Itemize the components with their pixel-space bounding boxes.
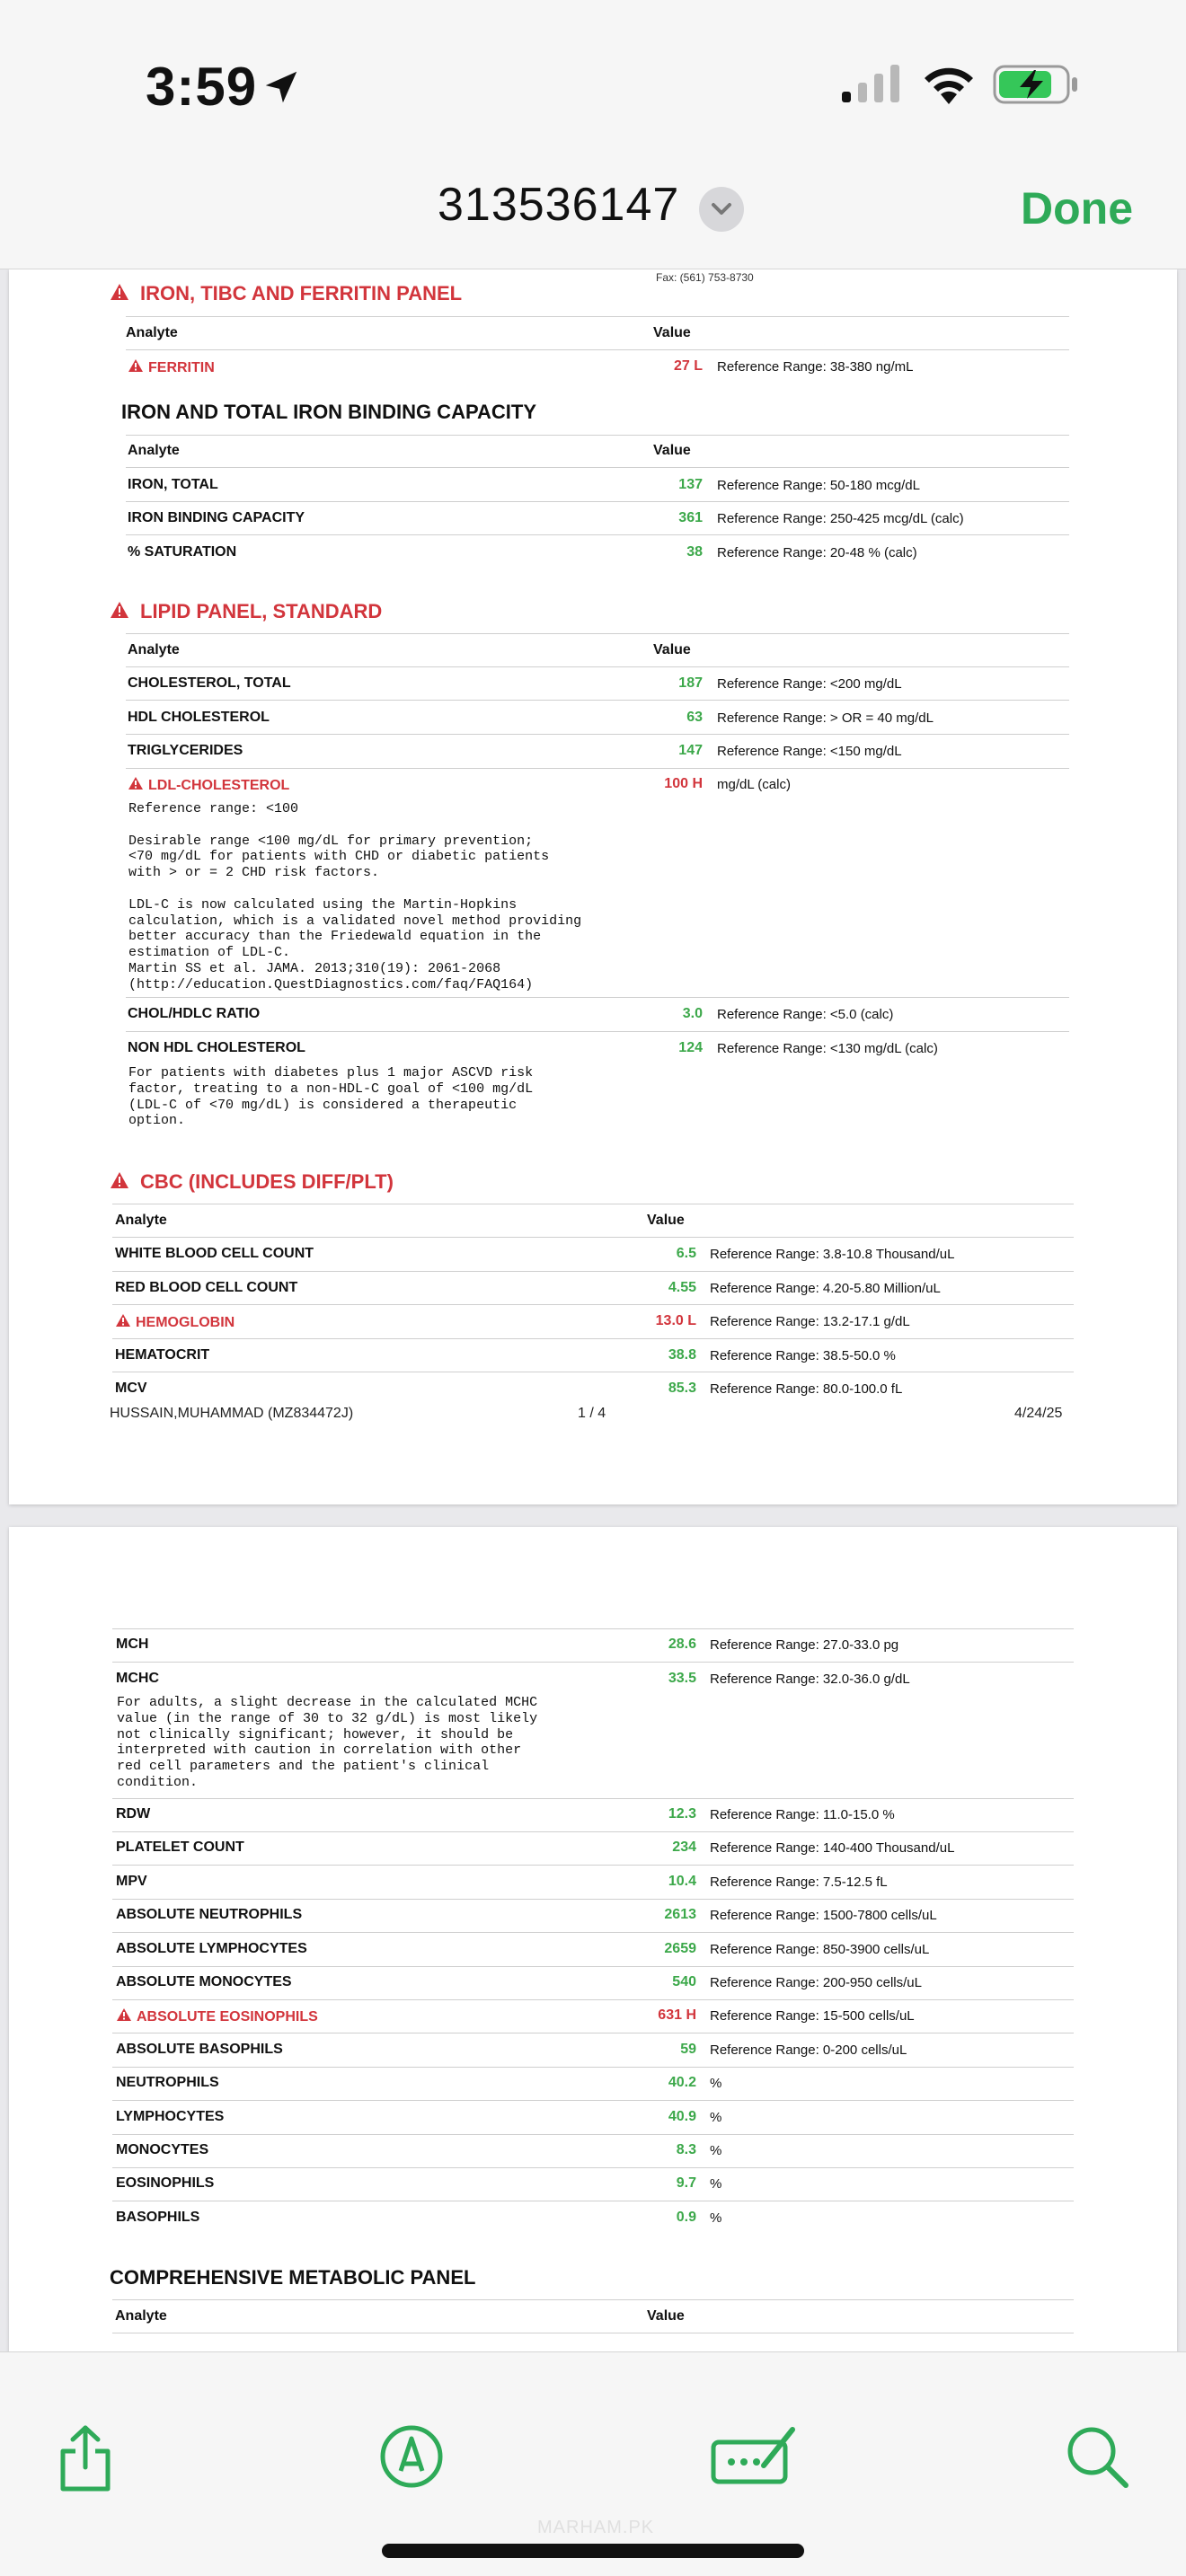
column-header-analyte: Analyte — [128, 642, 180, 657]
divider — [126, 316, 1069, 317]
divider — [112, 1304, 1074, 1305]
reference-monocytes: % — [710, 2143, 722, 2158]
warning-triangle-icon — [128, 776, 144, 790]
document-page-1 — [9, 269, 1177, 1504]
non-hdl-cholesterol-note: For patients with diabetes plus 1 major ASCVD risk factor, treating to a non-HDL-C goal of <100 mg/dL (LDL-C of <70 mg/dL) is considered a therapeutic option. — [128, 1065, 534, 1129]
reference-basophils: % — [710, 2210, 722, 2226]
warning-triangle-icon — [115, 1313, 131, 1328]
value-hemoglobin: 13.0 L — [655, 1313, 696, 1328]
analyte-hdl-cholesterol: HDL CHOLESTEROL — [128, 710, 270, 725]
divider — [112, 1237, 1074, 1238]
value-rdw: 12.3 — [668, 1806, 696, 1822]
value-neutrophils: 40.2 — [668, 2075, 696, 2090]
bottom-toolbar — [0, 2351, 1186, 2576]
divider — [126, 534, 1069, 535]
analyte-triglycerides: TRIGLYCERIDES — [128, 743, 243, 758]
document-title[interactable]: 313536147 — [438, 179, 680, 231]
divider — [112, 1271, 1074, 1272]
reference-chol-hdlc-ratio: Reference Range: <5.0 (calc) — [717, 1007, 894, 1022]
fax-number: Fax: (561) 753-8730 — [656, 271, 754, 284]
done-button[interactable]: Done — [1021, 183, 1133, 234]
divider — [112, 1662, 1074, 1663]
analyte-ferritin: FERRITIN — [128, 358, 215, 376]
wifi-icon — [921, 63, 977, 106]
signature-icon[interactable] — [710, 2424, 800, 2487]
divider — [112, 1831, 1074, 1832]
analyte-basophils: BASOPHILS — [116, 2210, 200, 2225]
analyte-iron-total: IRON, TOTAL — [128, 477, 218, 492]
divider — [112, 1999, 1074, 2000]
column-header-value: Value — [647, 2308, 685, 2324]
reference-mch: Reference Range: 27.0-33.0 pg — [710, 1637, 899, 1653]
reference-ldl-cholesterol: mg/dL (calc) — [717, 777, 791, 792]
divider — [112, 1798, 1074, 1799]
reference-absolute-neutrophils: Reference Range: 1500-7800 cells/uL — [710, 1908, 937, 1923]
reference-triglycerides: Reference Range: <150 mg/dL — [717, 744, 902, 759]
value-saturation: 38 — [686, 544, 703, 560]
analyte-absolute-neutrophils: ABSOLUTE NEUTROPHILS — [116, 1907, 303, 1922]
reference-absolute-monocytes: Reference Range: 200-950 cells/uL — [710, 1975, 922, 1990]
section-title-iron-panel: IRON, TIBC AND FERRITIN PANEL — [110, 282, 462, 305]
value-non-hdl-cholesterol: 124 — [678, 1040, 703, 1055]
value-rbc: 4.55 — [668, 1280, 696, 1295]
divider — [112, 1865, 1074, 1866]
value-mch: 28.6 — [668, 1636, 696, 1652]
column-header-value: Value — [653, 325, 691, 340]
reference-absolute-basophils: Reference Range: 0-200 cells/uL — [710, 2042, 907, 2058]
battery-charging-icon — [993, 63, 1079, 106]
reference-non-hdl-cholesterol: Reference Range: <130 mg/dL (calc) — [717, 1041, 938, 1056]
divider — [126, 997, 1069, 998]
reference-hdl-cholesterol: Reference Range: > OR = 40 mg/dL — [717, 710, 934, 726]
status-time: 3:59 — [146, 57, 258, 117]
value-triglycerides: 147 — [678, 743, 703, 758]
divider — [112, 1628, 1074, 1629]
reference-wbc: Reference Range: 3.8-10.8 Thousand/uL — [710, 1247, 955, 1262]
mchc-note: For adults, a slight decrease in the calculated MCHC value (in the range of 30 to 32 g/dL) is most likely not clinically significant; however, it should be interpreted with caution in correlation with other red cell parameters and the patient's clinical condition. — [117, 1695, 538, 1790]
title-menu-button[interactable] — [699, 187, 744, 232]
analyte-mcv: MCV — [115, 1381, 147, 1396]
value-basophils: 0.9 — [676, 2210, 696, 2225]
analyte-hemoglobin: HEMOGLOBIN — [115, 1313, 235, 1331]
reference-lymphocytes: % — [710, 2110, 722, 2125]
value-cholesterol-total: 187 — [678, 675, 703, 691]
analyte-wbc: WHITE BLOOD CELL COUNT — [115, 1246, 314, 1261]
footer-patient-name: HUSSAIN,MUHAMMAD (MZ834472J) — [110, 1406, 354, 1421]
divider — [126, 501, 1069, 502]
reference-rbc: Reference Range: 4.20-5.80 Million/uL — [710, 1281, 941, 1296]
value-absolute-eosinophils: 631 H — [658, 2007, 696, 2023]
value-lymphocytes: 40.9 — [668, 2109, 696, 2124]
reference-iron-binding-capacity: Reference Range: 250-425 mcg/dL (calc) — [717, 511, 964, 526]
analyte-platelet-count: PLATELET COUNT — [116, 1839, 244, 1855]
divider — [126, 734, 1069, 735]
column-header-value: Value — [647, 1213, 685, 1228]
value-absolute-monocytes: 540 — [672, 1974, 696, 1989]
reference-hematocrit: Reference Range: 38.5-50.0 % — [710, 1348, 896, 1363]
reference-mcv: Reference Range: 80.0-100.0 fL — [710, 1381, 903, 1397]
column-header-analyte: Analyte — [126, 325, 178, 340]
reference-hemoglobin: Reference Range: 13.2-17.1 g/dL — [710, 1314, 910, 1329]
divider — [126, 768, 1069, 769]
value-chol-hdlc-ratio: 3.0 — [682, 1006, 703, 1021]
reference-saturation: Reference Range: 20-48 % (calc) — [717, 545, 917, 560]
reference-cholesterol-total: Reference Range: <200 mg/dL — [717, 676, 902, 692]
value-eosinophils: 9.7 — [676, 2175, 696, 2191]
footer-date: 4/24/25 — [1014, 1406, 1063, 1421]
analyte-neutrophils: NEUTROPHILS — [116, 2075, 219, 2090]
reference-platelet-count: Reference Range: 140-400 Thousand/uL — [710, 1840, 955, 1856]
divider — [112, 2067, 1074, 2068]
analyte-absolute-eosinophils: ABSOLUTE EOSINOPHILS — [116, 2007, 318, 2025]
analyte-chol-hdlc-ratio: CHOL/HDLC RATIO — [128, 1006, 261, 1021]
analyte-rbc: RED BLOOD CELL COUNT — [115, 1280, 298, 1295]
divider — [112, 1966, 1074, 1967]
divider — [112, 2134, 1074, 2135]
analyte-hematocrit: HEMATOCRIT — [115, 1347, 210, 1363]
document-page-2 — [9, 1527, 1177, 2425]
divider — [126, 700, 1069, 701]
divider — [112, 2167, 1074, 2168]
reference-iron-total: Reference Range: 50-180 mcg/dL — [717, 478, 920, 493]
markup-icon[interactable] — [379, 2424, 444, 2489]
value-iron-binding-capacity: 361 — [678, 510, 703, 525]
column-header-analyte: Analyte — [115, 2308, 167, 2324]
section-title-lipid-panel: LIPID PANEL, STANDARD — [110, 600, 382, 623]
location-arrow-icon — [261, 66, 302, 108]
value-mchc: 33.5 — [668, 1671, 696, 1686]
value-mpv: 10.4 — [668, 1874, 696, 1889]
analyte-saturation: % SATURATION — [128, 544, 237, 560]
divider — [112, 1338, 1074, 1339]
divider — [126, 633, 1069, 634]
analyte-cholesterol-total: CHOLESTEROL, TOTAL — [128, 675, 291, 691]
divider — [112, 2299, 1074, 2300]
analyte-lymphocytes: LYMPHOCYTES — [116, 2109, 225, 2124]
section-title-iron-tibc: IRON AND TOTAL IRON BINDING CAPACITY — [121, 401, 536, 423]
analyte-ldl-cholesterol: LDL-CHOLESTEROL — [128, 776, 289, 794]
warning-triangle-icon — [116, 2007, 132, 2022]
home-indicator[interactable] — [382, 2544, 804, 2558]
value-mcv: 85.3 — [668, 1381, 696, 1396]
reference-absolute-lymphocytes: Reference Range: 850-3900 cells/uL — [710, 1942, 930, 1957]
column-header-analyte: Analyte — [115, 1213, 167, 1228]
value-ferritin: 27 L — [673, 358, 703, 374]
cellular-signal-icon — [840, 65, 903, 104]
column-header-value: Value — [653, 443, 691, 458]
analyte-mch: MCH — [116, 1636, 149, 1652]
warning-triangle-icon — [110, 1171, 129, 1189]
search-icon[interactable] — [1065, 2424, 1129, 2489]
analyte-iron-binding-capacity: IRON BINDING CAPACITY — [128, 510, 305, 525]
divider — [112, 1899, 1074, 1900]
chevron-down-icon — [711, 201, 732, 217]
analyte-absolute-lymphocytes: ABSOLUTE LYMPHOCYTES — [116, 1941, 307, 1956]
analyte-non-hdl-cholesterol: NON HDL CHOLESTEROL — [128, 1040, 305, 1055]
value-absolute-basophils: 59 — [680, 2042, 696, 2057]
analyte-eosinophils: EOSINOPHILS — [116, 2175, 215, 2191]
warning-triangle-icon — [110, 283, 129, 301]
divider — [112, 2100, 1074, 2101]
column-header-value: Value — [653, 642, 691, 657]
warning-triangle-icon — [128, 358, 144, 373]
divider — [126, 349, 1069, 350]
value-wbc: 6.5 — [676, 1246, 696, 1261]
section-title-cmp: COMPREHENSIVE METABOLIC PANEL — [110, 2266, 476, 2289]
share-icon[interactable] — [56, 2424, 115, 2492]
divider — [112, 1932, 1074, 1933]
analyte-mchc: MCHC — [116, 1671, 159, 1686]
value-iron-total: 137 — [678, 477, 703, 492]
divider — [126, 467, 1069, 468]
analyte-absolute-basophils: ABSOLUTE BASOPHILS — [116, 2042, 283, 2057]
top-bar — [0, 0, 1186, 269]
analyte-absolute-monocytes: ABSOLUTE MONOCYTES — [116, 1974, 292, 1989]
analyte-mpv: MPV — [116, 1874, 147, 1889]
analyte-monocytes: MONOCYTES — [116, 2142, 209, 2157]
footer-page-number: 1 / 4 — [578, 1406, 606, 1421]
reference-ferritin: Reference Range: 38-380 ng/mL — [717, 359, 914, 375]
value-hematocrit: 38.8 — [668, 1347, 696, 1363]
value-ldl-cholesterol: 100 H — [664, 776, 703, 791]
reference-neutrophils: % — [710, 2076, 722, 2091]
reference-mchc: Reference Range: 32.0-36.0 g/dL — [710, 1672, 910, 1687]
watermark: MARHAM.PK — [537, 2518, 655, 2537]
reference-mpv: Reference Range: 7.5-12.5 fL — [710, 1875, 888, 1890]
divider — [126, 666, 1069, 667]
divider — [126, 1031, 1069, 1032]
value-hdl-cholesterol: 63 — [686, 710, 703, 725]
reference-eosinophils: % — [710, 2176, 722, 2192]
column-header-analyte: Analyte — [128, 443, 180, 458]
value-platelet-count: 234 — [672, 1839, 696, 1855]
value-absolute-neutrophils: 2613 — [664, 1907, 696, 1922]
reference-absolute-eosinophils: Reference Range: 15-500 cells/uL — [710, 2008, 915, 2024]
divider — [126, 435, 1069, 436]
value-monocytes: 8.3 — [676, 2142, 696, 2157]
warning-triangle-icon — [110, 601, 129, 619]
value-absolute-lymphocytes: 2659 — [664, 1941, 696, 1956]
analyte-rdw: RDW — [116, 1806, 151, 1822]
section-title-cbc: CBC (INCLUDES DIFF/PLT) — [110, 1170, 394, 1194]
ldl-cholesterol-note: Reference range: <100 Desirable range <100 mg/dL for primary prevention; <70 mg/dL for patients with CHD or diabetic patients with > or = 2 CHD risk factors. LDL-C is now calculated using the Martin-Hopkins calculation, which is a validated novel method providing better accuracy than the Friedewald equation in the estimation of LDL-C. Martin SS et al. JAMA. 2013;310(19): 2061-2068 (http://education.QuestDiagnostics.com/faq/FAQ164) — [128, 801, 582, 992]
reference-rdw: Reference Range: 11.0-15.0 % — [710, 1807, 895, 1822]
